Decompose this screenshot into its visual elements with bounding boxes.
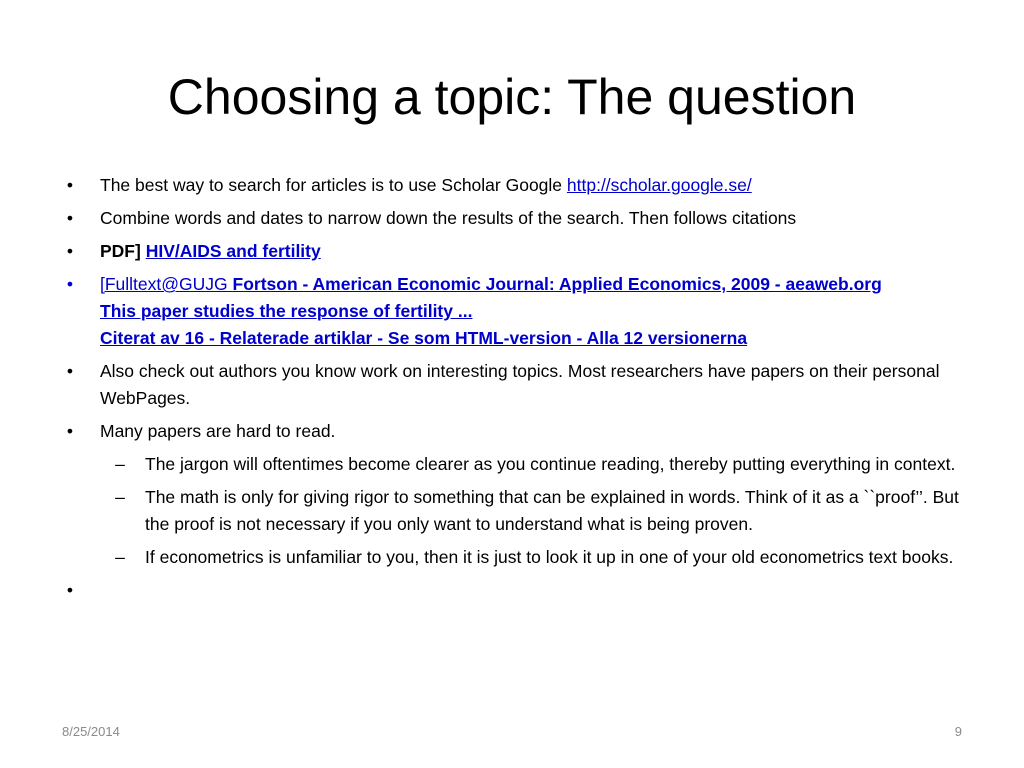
subbullet-math bbox=[60, 484, 970, 538]
subbullet-text: The math is only for giving rigor to something that can be explained in words. Think of it as a ``proof’’. But the proof is not necessary if you only want to understand what is being proven. bbox=[145, 487, 959, 534]
bullet-marker: • bbox=[66, 361, 74, 381]
subbullet-jargon bbox=[60, 451, 970, 478]
bullet-text: The best way to search for articles is to use Scholar Google bbox=[100, 175, 567, 195]
footer-page-number: 9 bbox=[954, 724, 962, 739]
bullet-marker: • bbox=[66, 421, 74, 441]
fortson-article-link[interactable]: Fortson - American Economic Journal: Applied Economics, 2009 - aeaweb.org bbox=[232, 274, 882, 294]
bullet-marker: • bbox=[66, 175, 74, 195]
subbullet-text: If econometrics is unfamiliar to you, then it is just to look it up in one of your old econometrics text books. bbox=[145, 547, 954, 567]
slide-title: Choosing a topic: The question bbox=[167, 69, 857, 125]
bullet-marker: • bbox=[66, 208, 74, 228]
hiv-aids-fertility-link[interactable]: HIV/AIDS and fertility bbox=[145, 241, 321, 261]
bullet-marker: • bbox=[66, 274, 74, 294]
subbullet-marker: – bbox=[115, 547, 125, 567]
scholar-google-link[interactable]: http://scholar.google.se/ bbox=[566, 175, 752, 195]
paper-snippet-link[interactable]: This paper studies the response of fertility ... bbox=[100, 301, 473, 321]
bullet-authors bbox=[60, 358, 970, 412]
bullet-hard-to-read bbox=[60, 418, 970, 445]
fulltext-gujg-link[interactable]: [Fulltext@GUJG bbox=[100, 274, 233, 294]
bullet-text bbox=[100, 580, 105, 600]
bullet-text: Many papers are hard to read. bbox=[100, 421, 336, 441]
subbullet-text: The jargon will oftentimes become clearer as you continue reading, thereby putting everything in context. bbox=[145, 454, 956, 474]
bullet-marker: • bbox=[66, 580, 74, 600]
subbullet-marker: – bbox=[115, 487, 125, 507]
bullet-empty bbox=[60, 577, 970, 604]
bullet-marker: • bbox=[66, 241, 74, 261]
bullet-combine-words bbox=[60, 205, 970, 232]
citations-links-row[interactable]: Citerat av 16 - Relaterade artiklar - Se som HTML-version - Alla 12 versionerna bbox=[100, 328, 748, 348]
pdf-label: PDF] bbox=[100, 241, 141, 261]
subbullet-econometrics bbox=[60, 544, 970, 571]
subbullet-marker: – bbox=[115, 454, 125, 474]
bullet-text: Combine words and dates to narrow down the results of the search. Then follows citations bbox=[100, 208, 797, 228]
bullet-pdf bbox=[60, 238, 970, 265]
footer-date: 8/25/2014 bbox=[62, 724, 120, 739]
bullet-fulltext-result bbox=[60, 271, 970, 352]
bullet-scholar-google bbox=[60, 172, 970, 199]
bullet-text: Also check out authors you know work on interesting topics. Most researchers have papers on their personal WebPages. bbox=[100, 361, 940, 408]
slide-body bbox=[60, 172, 970, 610]
